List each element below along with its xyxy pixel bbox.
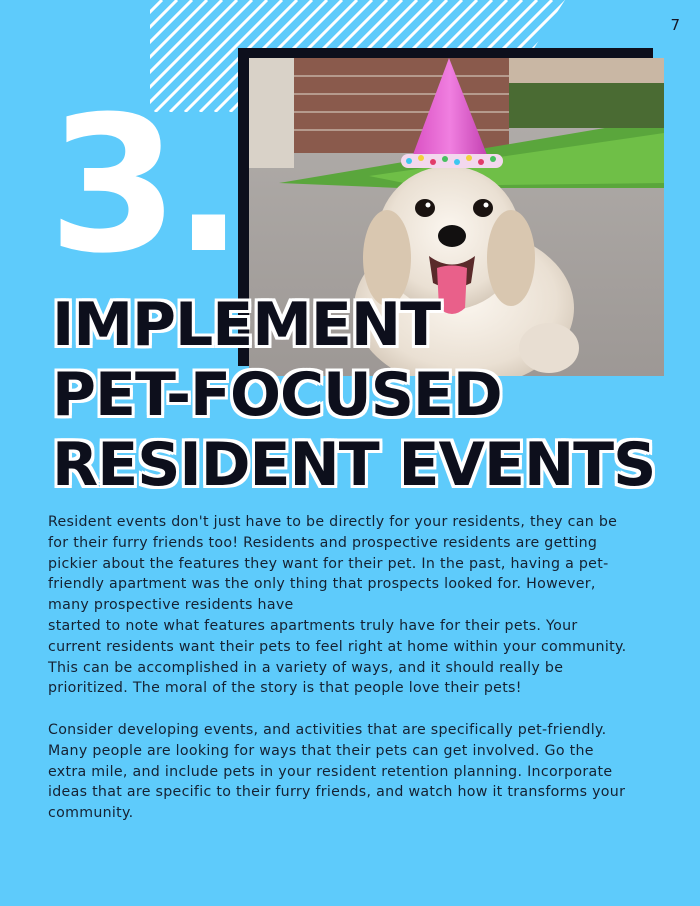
page-number: 7 bbox=[670, 16, 680, 34]
headline-line-2: PET-FOCUSED bbox=[52, 360, 502, 430]
headline-line-1: IMPLEMENT bbox=[52, 290, 441, 360]
paragraph-1-line: started to note what features apartments truly have for their pets. Your bbox=[48, 617, 578, 634]
paragraph-1-line: pickier about the features they want for their pet. In the past, having a pet- bbox=[48, 555, 609, 572]
paragraph-1-line: current residents want their pets to feel right at home within your community. bbox=[48, 638, 627, 655]
paragraph-1-line: Resident events don't just have to be directly for your residents, they can be bbox=[48, 514, 618, 530]
paragraph-2-line: extra mile, and include pets in your resident retention planning. Incorporate bbox=[48, 763, 613, 780]
paragraph-1-line: prioritized. The moral of the story is that people love their pets! bbox=[48, 680, 522, 697]
paragraph-1-line: friendly apartment was the only thing that prospects looked for. However, bbox=[48, 576, 596, 593]
paragraph-1-line: This can be accomplished in a variety of ways, and it should really be bbox=[48, 659, 564, 676]
headline-line-3: RESIDENT EVENTS bbox=[52, 430, 656, 500]
paragraph-2-line: Consider developing events, and activities that are specifically pet-friendly. bbox=[48, 721, 607, 738]
paragraph-2-line: ideas that are specific to their furry friends, and watch how it transforms your bbox=[48, 784, 626, 801]
body-text bbox=[48, 512, 668, 824]
section-number: 3. bbox=[48, 76, 239, 295]
paragraph-2-line: community. bbox=[48, 805, 134, 822]
headline bbox=[52, 290, 655, 500]
paragraph-1-line: for their furry friends too! Residents and prospective residents are getting bbox=[48, 534, 598, 551]
paragraph-2-line: Many people are looking for ways that their pets can get involved. Go the bbox=[48, 742, 594, 759]
paragraph-1-line: many prospective residents have bbox=[48, 597, 294, 614]
